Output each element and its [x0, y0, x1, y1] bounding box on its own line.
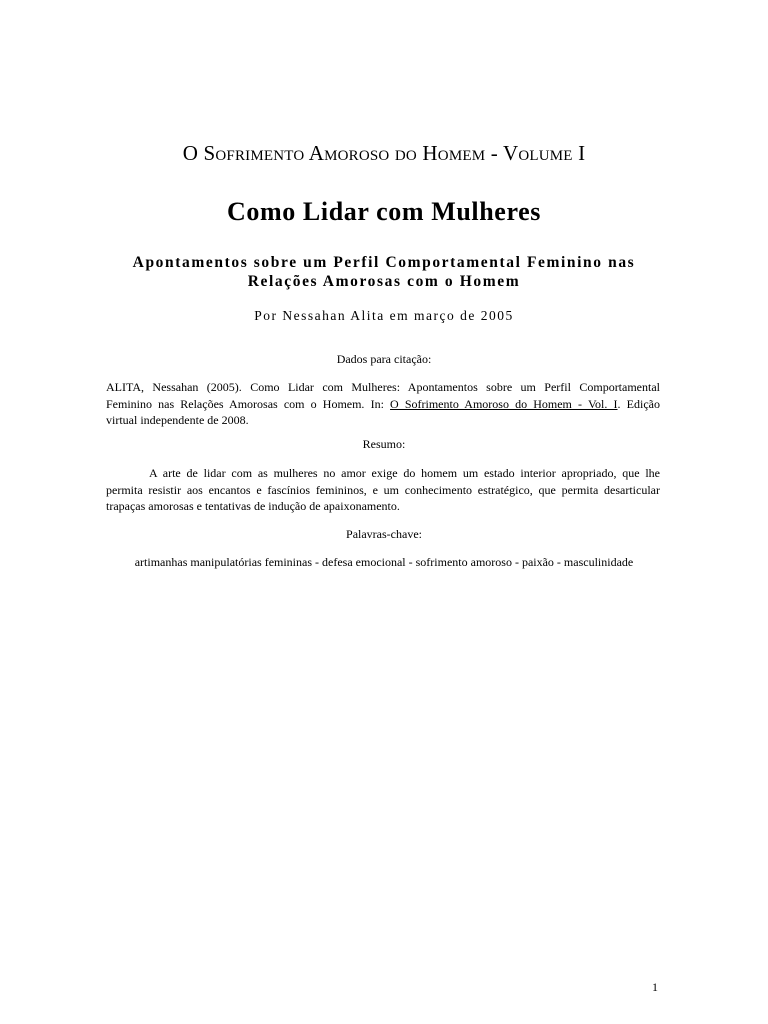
abstract-line-3: trapaças amorosas e tentativas de indução de apaixonamento. — [106, 499, 400, 513]
abstract-heading: Resumo: — [362, 437, 406, 451]
citation-line-3: virtual independente de 2008. — [106, 413, 249, 427]
keywords-list: artimanhas manipulatórias femininas - defesa emocional - sofrimento amoroso - paixão - masculinidade — [134, 555, 634, 569]
main-title: Como Lidar com Mulheres — [227, 197, 541, 226]
citation-line-1: ALITA, Nessahan (2005). Como Lidar com Mulheres: Apontamentos sobre um Perfil Comportamental — [106, 380, 660, 394]
abstract-line-1: A arte de lidar com as mulheres no amor exige do homem um estado interior apropriado, que lhe — [149, 466, 660, 480]
abstract-line-2: permita resistir aos encantos e fascínios femininos, e um conhecimento estratégico, que permita desarticular — [106, 482, 660, 497]
citation-line-2 — [106, 396, 660, 413]
subtitle-line-1: Apontamentos sobre um Perfil Comportamental Feminino nas — [132, 254, 636, 271]
page-number: 1 — [652, 980, 658, 994]
subtitle-line-2: Relações Amorosas com o Homem — [247, 273, 521, 290]
byline: Por Nessahan Alita em março de 2005 — [254, 308, 514, 323]
series-title: O Sofrimento Amoroso do Homem - Volume I — [182, 141, 586, 165]
citation-line-2-text: Feminino nas Relações Amorosas com o Homem. In: — [106, 396, 391, 411]
citation-heading: Dados para citação: — [336, 352, 432, 366]
citation-line-2-end: . Edição — [617, 396, 660, 411]
keywords-heading: Palavras-chave: — [346, 527, 422, 541]
subtitle — [100, 253, 668, 291]
abstract-body — [106, 465, 660, 515]
citation-body — [106, 379, 660, 429]
volume-link[interactable]: O Sofrimento Amoroso do Homem - Vol. I — [390, 396, 618, 411]
